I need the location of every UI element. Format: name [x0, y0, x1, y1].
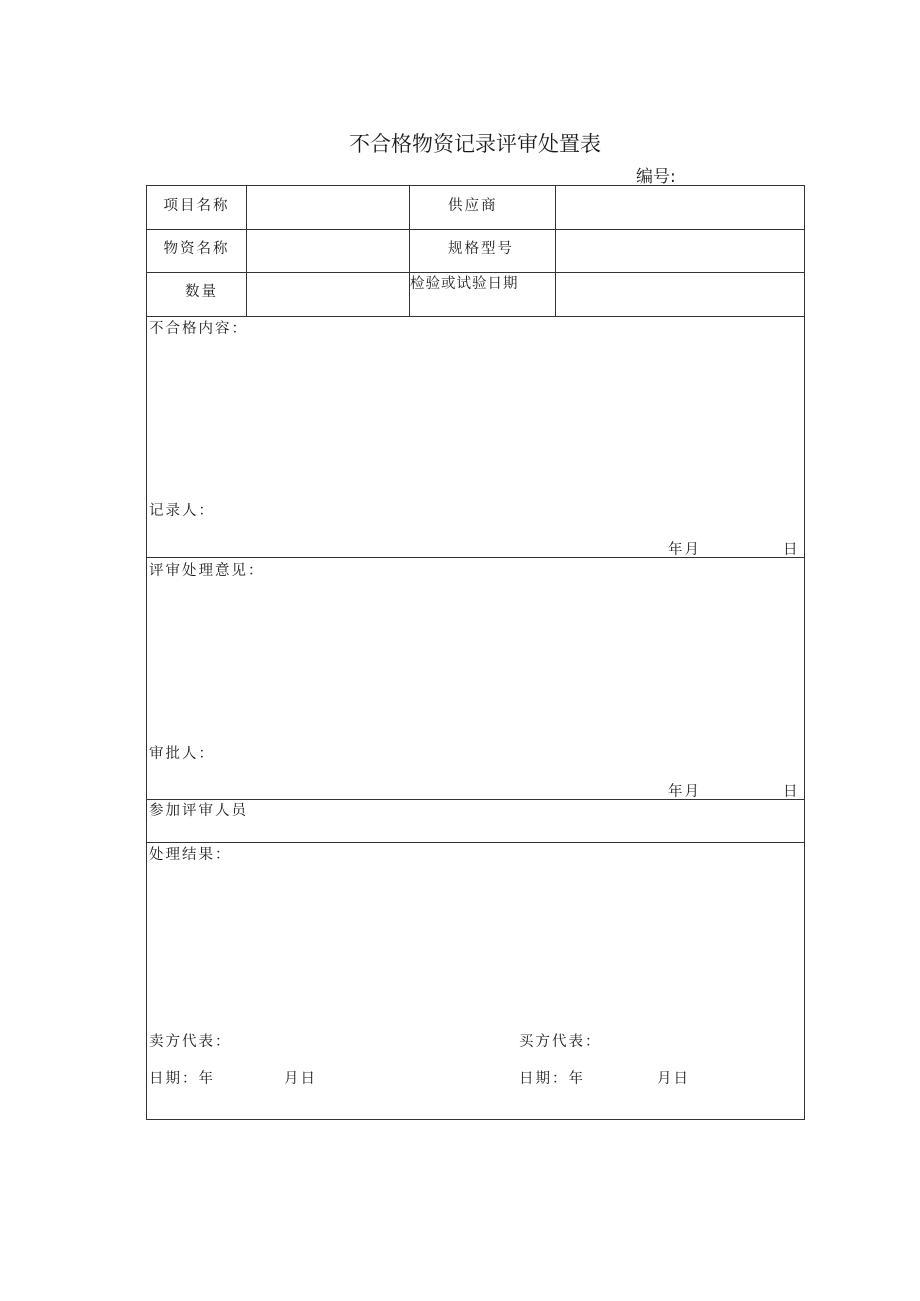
document-number-label: 编号:: [636, 167, 676, 187]
buyer-representative-label: 买方代表：: [519, 1034, 602, 1050]
project-name-label: 项目名称: [163, 198, 230, 214]
recorder-label: 记录人：: [149, 503, 215, 519]
supplier-label: 供应商: [448, 198, 498, 214]
review-opinion-label: 评审处理意见：: [149, 563, 265, 579]
row-divider: [147, 799, 804, 800]
review-year-month: 年月: [668, 784, 701, 800]
quantity-label: 数量: [185, 284, 218, 300]
record-year-month: 年月: [668, 542, 701, 558]
column-divider: [555, 186, 556, 316]
seller-representative-label: 卖方代表：: [149, 1034, 232, 1050]
seller-date-label: 日期：年: [149, 1071, 215, 1087]
processing-result-label: 处理结果：: [149, 847, 232, 863]
row-divider: [147, 316, 804, 317]
nonconformity-content-label: 不合格内容：: [149, 321, 248, 337]
review-participants-label: 参加评审人员: [149, 803, 248, 819]
column-divider: [409, 186, 410, 316]
column-divider: [246, 186, 247, 316]
material-name-label: 物资名称: [163, 241, 230, 257]
row-divider: [147, 557, 804, 558]
buyer-date-label: 日期：年: [519, 1071, 585, 1087]
inspection-date-label: 检验或试验日期: [410, 276, 519, 292]
row-divider: [147, 842, 804, 843]
record-day: 日: [783, 542, 800, 558]
buyer-month-day: 月日: [657, 1071, 690, 1087]
form-title: 不合格物资记录评审处置表: [349, 132, 601, 156]
review-form-table: [146, 185, 805, 1120]
approver-label: 审批人：: [149, 746, 215, 762]
review-day: 日: [783, 784, 800, 800]
seller-month-day: 月日: [284, 1071, 317, 1087]
spec-model-label: 规格型号: [448, 241, 514, 257]
